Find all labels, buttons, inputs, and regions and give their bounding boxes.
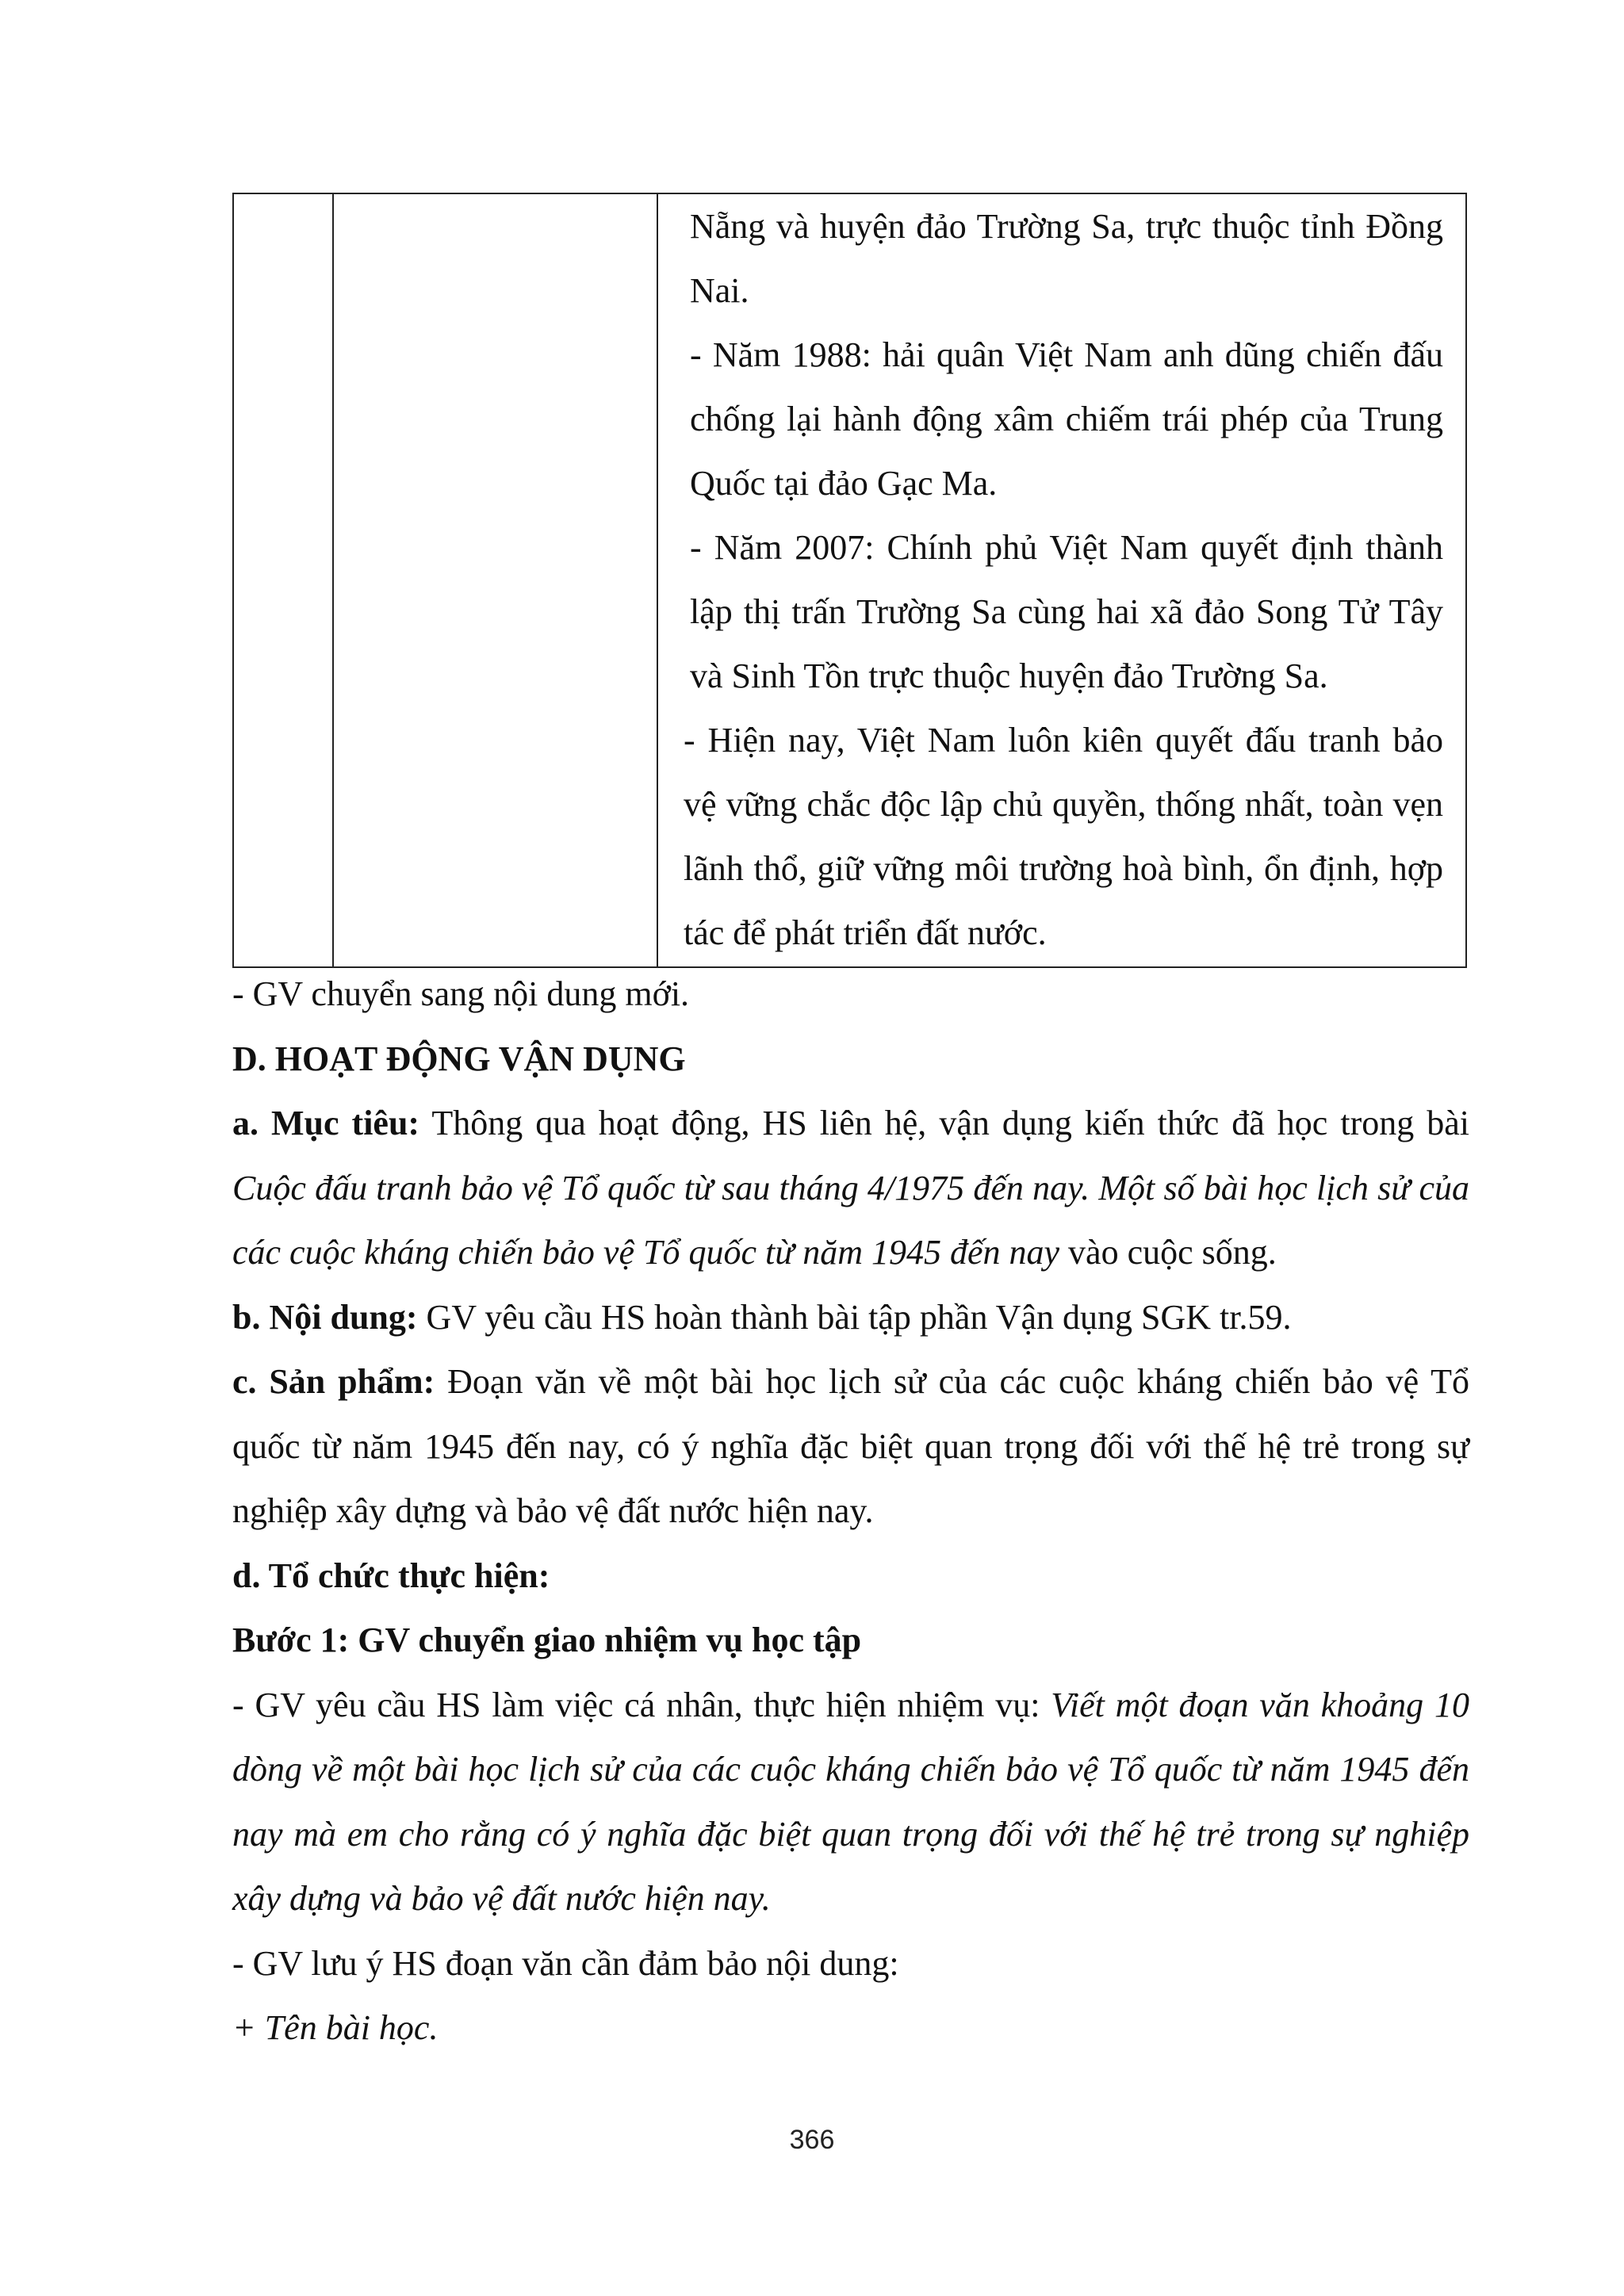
objective-label: a. Mục tiêu: xyxy=(232,1104,420,1142)
table-cell-paragraph: - Năm 1988: hải quân Việt Nam anh dũng chiến đấu chống lại hành động xâm chiếm trái phép của Trung Quốc tại đảo Gạc Ma. xyxy=(690,335,1443,503)
continuation-table xyxy=(232,193,1467,968)
task-paragraph xyxy=(232,1673,1469,1931)
product-label: c. Sản phẩm: xyxy=(232,1362,435,1401)
table-column-divider-1 xyxy=(332,194,334,966)
body-text xyxy=(232,962,1469,2061)
product-text: Đoạn văn về một bài học lịch sử của các cuộc kháng chiến bảo vệ Tổ quốc từ năm 1945 đến nay, có ý nghĩa đặc biệt quan trọng đối với thế hệ trẻ trong sự nghiệp xây dựng và bảo vệ đất nước hiện nay. xyxy=(232,1362,1470,1530)
table-cell-paragraph: - Hiện nay, Việt Nam luôn kiên quyết đấu tranh bảo vệ vững chắc độc lập chủ quyền, thống nhất, toàn vẹn lãnh thổ, giữ vững môi trường hoà bình, ổn định, hợp tác để phát triển đất nước. xyxy=(684,721,1443,952)
objective-text: Thông qua hoạt động, HS liên hệ, vận dụng kiến thức đã học trong bài xyxy=(419,1104,1469,1142)
step1-heading: Bước 1: GV chuyển giao nhiệm vụ học tập xyxy=(232,1621,862,1659)
bullet-line: + Tên bài học. xyxy=(232,2008,439,2047)
content-label: b. Nội dung: xyxy=(232,1297,418,1337)
page-number: 366 xyxy=(789,2125,835,2155)
content-text: GV yêu cầu HS hoàn thành bài tập phần Vận dụng SGK tr.59. xyxy=(417,1297,1292,1337)
organization-heading: d. Tổ chức thực hiện: xyxy=(232,1556,550,1595)
product-paragraph xyxy=(232,1349,1469,1544)
task-text: - GV yêu cầu HS làm việc cá nhân, thực hiện nhiệm vụ: xyxy=(232,1685,1051,1724)
objective-lesson-title: Cuộc đấu tranh bảo vệ Tổ quốc từ sau tháng 4/1975 đến nay. Một số bài học lịch sử của các cuộc kháng chiến bảo vệ Tổ quốc từ năm 1945 đến nay xyxy=(232,1168,1469,1272)
table-column-divider-2 xyxy=(657,194,658,966)
table-cell-paragraph: - Năm 2007: Chính phủ Việt Nam quyết định thành lập thị trấn Trường Sa cùng hai xã đảo Song Tử Tây và Sinh Tồn trực thuộc huyện đảo Trường Sa. xyxy=(690,528,1443,695)
objective-paragraph xyxy=(232,1091,1469,1285)
task-assignment: Viết một đoạn văn khoảng 10 dòng về một bài học lịch sử của các cuộc kháng chiến bảo vệ Tổ quốc từ năm 1945 đến nay mà em cho rằng có ý nghĩa đặc biệt quan trọng đối với thế hệ trẻ trong sự nghiệp xây dựng và bảo vệ đất nước hiện nay. xyxy=(232,1685,1469,1918)
section-heading: D. HOẠT ĐỘNG VẬN DỤNG xyxy=(232,1039,686,1078)
table-cell-paragraph: Nẵng và huyện đảo Trường Sa, trực thuộc tỉnh Đồng Nai. xyxy=(690,207,1443,310)
note-line: - GV lưu ý HS đoạn văn cần đảm bảo nội dung: xyxy=(232,1943,899,1983)
table-cell-content xyxy=(684,194,1443,965)
transition-line: - GV chuyển sang nội dung mới. xyxy=(232,974,690,1013)
objective-tail: vào cuộc sống. xyxy=(1059,1233,1277,1272)
content-paragraph xyxy=(232,1285,1469,1350)
